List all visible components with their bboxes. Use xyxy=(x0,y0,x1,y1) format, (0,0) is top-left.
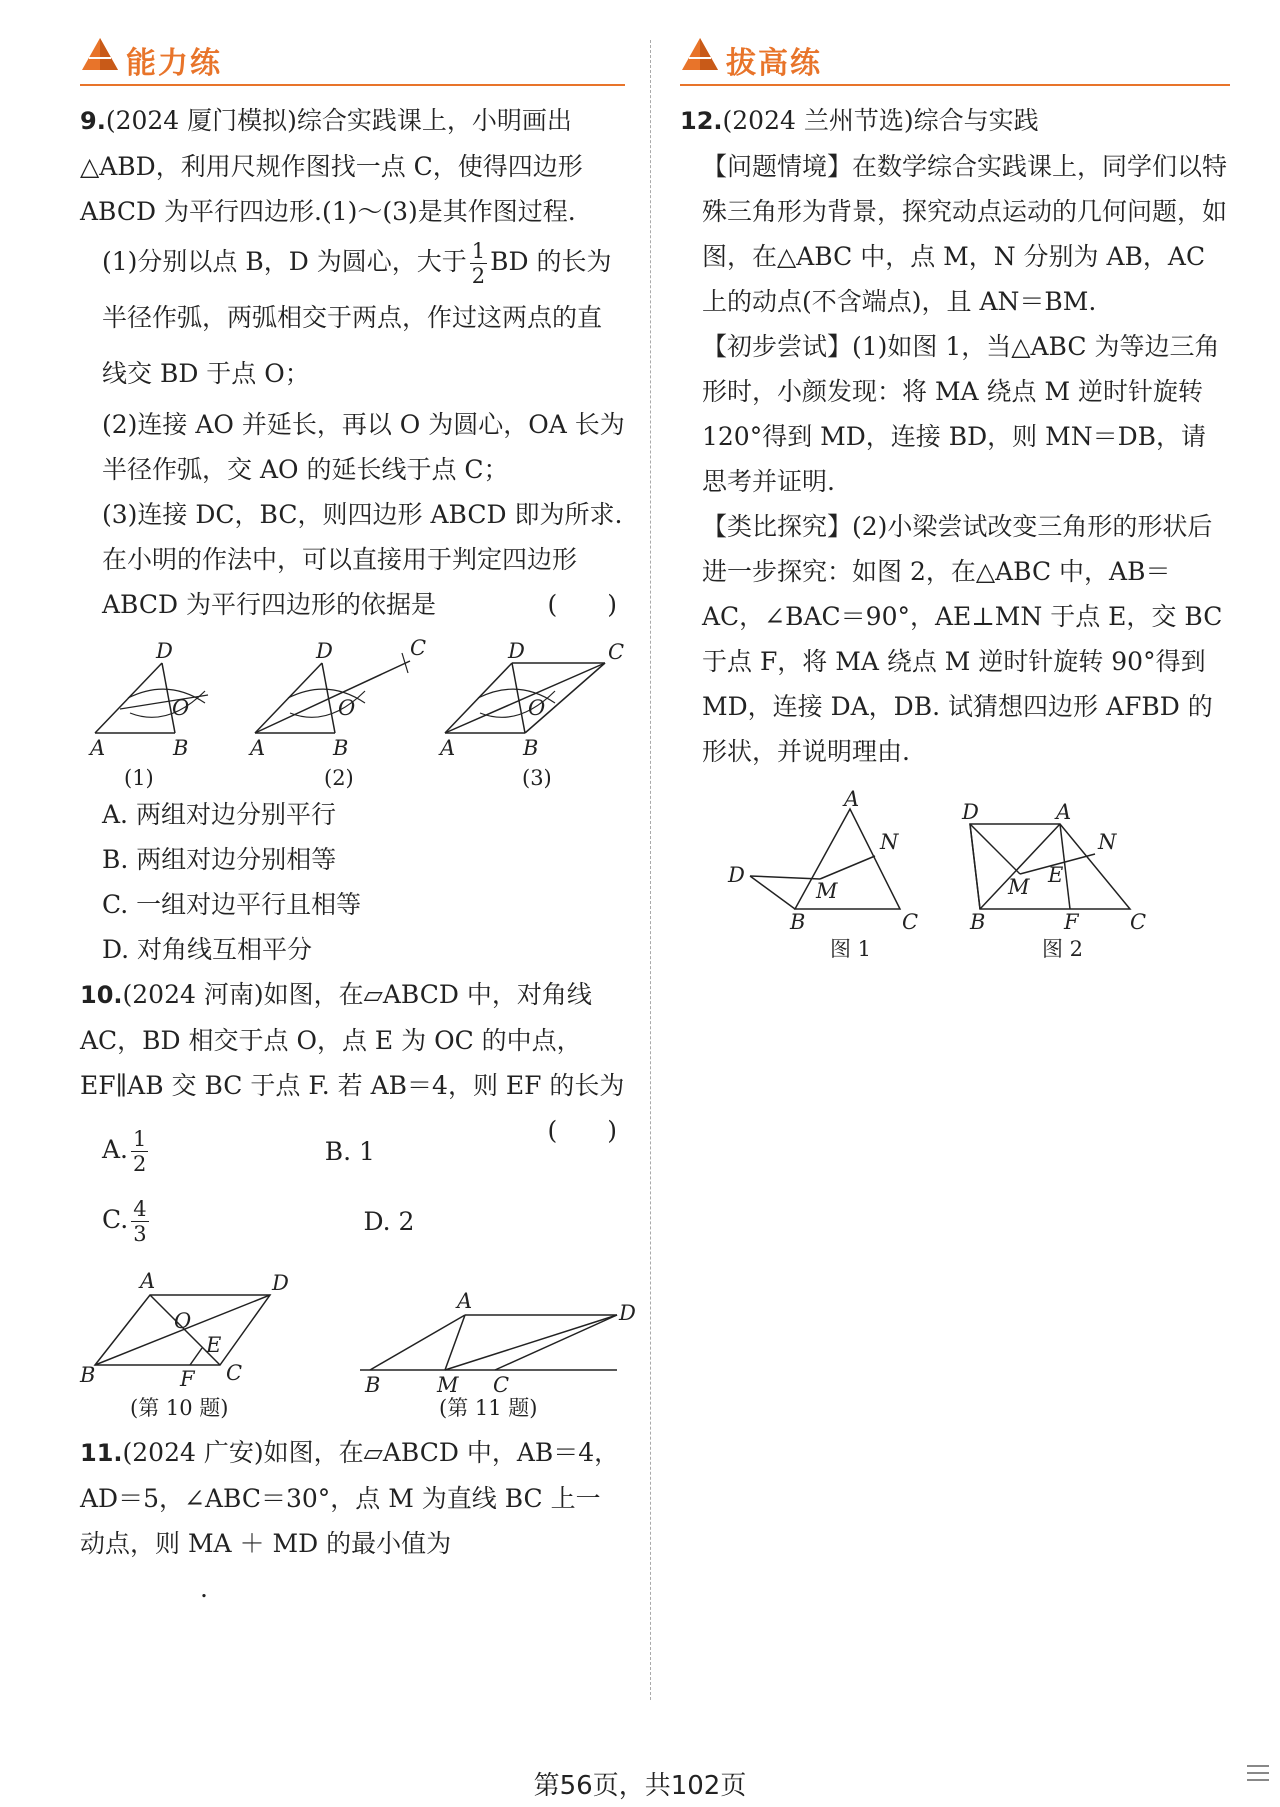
caption: (3) xyxy=(522,766,552,790)
choice-b: B. 两组对边分别相等 xyxy=(102,845,337,874)
svg-text:A: A xyxy=(140,1269,156,1293)
construction-figures xyxy=(80,636,625,790)
choice-d: D. 2 xyxy=(363,1206,415,1236)
svg-text:F: F xyxy=(1064,910,1079,934)
caption: (2) xyxy=(324,766,354,790)
caption: (第 10 题) xyxy=(130,1396,229,1420)
choice-b: B. 1 xyxy=(324,1136,375,1166)
page-indicator: 第56页，共102页 xyxy=(533,1771,747,1801)
figures-q12 xyxy=(720,787,1160,964)
choice-a: A. 两组对边分别平行 xyxy=(102,800,336,829)
choice-d: D. 对角线互相平分 xyxy=(102,935,313,964)
pyramid-icon xyxy=(680,36,720,74)
svg-text:D: D xyxy=(272,1271,289,1295)
analogy-tag: 【类比探究】 xyxy=(702,512,853,541)
figure-2 xyxy=(950,794,1160,964)
svg-text:D: D xyxy=(619,1301,636,1325)
question-text: 在小明的作法中，可以直接用于判定四边形 ABCD 为平行四边形的依据是 xyxy=(102,545,578,619)
question-10 xyxy=(80,972,636,1420)
svg-text:B: B xyxy=(365,1373,381,1397)
svg-text:D: D xyxy=(728,863,745,887)
caption: (1) xyxy=(124,766,154,790)
caption: 图 1 xyxy=(830,937,872,961)
try-text: (1)如图 1，当△ABC 为等边三角形时，小颜发现：将 MA 绕点 M 逆时针旋转 120°得到 MD，连接 BD，则 MN＝DB，请思考并证明. xyxy=(702,332,1220,496)
svg-text:M: M xyxy=(1008,875,1030,899)
step-2: (2)连接 AO 并延长，再以 O 为圆心，OA 长为半径作弧，交 AO 的延长线于点 C； xyxy=(102,410,625,484)
caption: (第 11 题) xyxy=(439,1396,538,1420)
question-number: 12. xyxy=(680,107,723,135)
question-number: 11. xyxy=(80,1439,123,1467)
svg-text:C: C xyxy=(226,1361,243,1385)
svg-text:E: E xyxy=(1048,863,1064,887)
question-stem: (2024 河南)如图，在▱ABCD 中，对角线 AC，BD 相交于点 O，点 E 为 OC 的中点，EF∥AB 交 BC 于点 F. 若 AB＝4，则 EF 的长为 xyxy=(80,980,625,1100)
svg-text:O: O xyxy=(174,1309,192,1333)
svg-text:B: B xyxy=(970,910,986,934)
svg-text:B: B xyxy=(80,1363,96,1387)
answer-bracket: ( ) xyxy=(547,1116,617,1145)
pyramid-icon xyxy=(80,36,120,74)
svg-text:N: N xyxy=(880,830,899,854)
figure-1 xyxy=(720,787,930,964)
svg-text:A: A xyxy=(250,736,266,760)
menu-icon[interactable] xyxy=(1245,1762,1271,1784)
figure-step-3 xyxy=(430,639,630,790)
svg-text:O: O xyxy=(172,696,190,720)
fraction: $\frac{1}{2}$ xyxy=(471,239,486,288)
choice-c: C. 一组对边平行且相等 xyxy=(102,890,362,919)
svg-text:M: M xyxy=(437,1373,459,1397)
figure-q10 xyxy=(80,1270,290,1420)
question-9 xyxy=(80,98,625,972)
try-tag: 【初步尝试】 xyxy=(702,332,853,361)
svg-text:C: C xyxy=(902,910,919,934)
choice-c: C. $\frac{4}{3}$ xyxy=(102,1196,147,1246)
svg-text:D: D xyxy=(316,639,333,663)
svg-text:D: D xyxy=(156,639,173,663)
svg-text:B: B xyxy=(173,736,189,760)
svg-text:O: O xyxy=(528,696,546,720)
svg-text:N: N xyxy=(1098,830,1117,854)
figure-step-2 xyxy=(240,636,430,790)
section-title: 能力练 xyxy=(126,46,222,81)
analogy-text: (2)小梁尝试改变三角形的形状后进一步探究：如图 2，在△ABC 中，AB＝AC，∠BAC＝90°，AE⊥MN 于点 E，交 BC 于点 F，将 MA 绕点 M 逆时针旋转 90°得到 MD，连接 DA，DB. 试猜想四边形 AFBD 的形状，并说明理由. xyxy=(702,512,1223,766)
question-12 xyxy=(680,98,1230,964)
section-header-advanced xyxy=(680,30,1230,86)
svg-text:A: A xyxy=(1056,800,1072,824)
svg-text:C: C xyxy=(410,636,427,660)
svg-text:B: B xyxy=(333,736,349,760)
svg-text:A: A xyxy=(457,1289,473,1313)
column-divider xyxy=(650,40,651,1700)
left-column xyxy=(80,30,636,1611)
step-1-a: (1)分别以点 B，D 为圆心，大于 xyxy=(102,247,467,276)
svg-text:A: A xyxy=(90,736,106,760)
step-1-b: BD 的长为半径作弧，两弧相交于两点，作过这两点的直线交 BD 于点 O； xyxy=(102,247,612,388)
svg-text:B: B xyxy=(523,736,539,760)
question-number: 9. xyxy=(80,107,106,135)
answer-bracket: ( ) xyxy=(547,590,617,619)
svg-text:E: E xyxy=(206,1333,222,1357)
svg-text:D: D xyxy=(962,800,979,824)
figure-step-1 xyxy=(80,639,240,790)
caption: 图 2 xyxy=(1042,937,1084,961)
answer-blank[interactable]: . xyxy=(200,1574,208,1603)
figures-10-11 xyxy=(80,1269,636,1420)
svg-text:C: C xyxy=(1130,910,1147,934)
choices-row-1 xyxy=(80,1116,547,1186)
section-header-ability xyxy=(80,30,625,86)
question-stem: (2024 厦门模拟)综合实践课上，小明画出△ABD，利用尺规作图找一点 C，使得四边形 ABCD 为平行四边形.(1)～(3)是其作图过程. xyxy=(80,106,583,226)
figure-q11 xyxy=(355,1270,636,1420)
svg-text:O: O xyxy=(338,696,356,720)
question-source: (2024 兰州节选)综合与实践 xyxy=(722,106,1039,135)
svg-text:C: C xyxy=(608,640,625,664)
svg-text:C: C xyxy=(493,1373,510,1397)
situation-tag: 【问题情境】 xyxy=(702,152,853,181)
svg-text:A: A xyxy=(844,787,860,811)
right-column xyxy=(680,30,1230,964)
situation-text: 在数学综合实践课上，同学们以特殊三角形为背景，探究动点运动的几何问题，如图，在△ABC 中，点 M，N 分别为 AB，AC 上的动点(不含端点)，且 AN＝BM. xyxy=(702,152,1228,316)
question-11 xyxy=(80,1430,625,1611)
svg-text:M: M xyxy=(816,879,838,903)
section-title: 拔高练 xyxy=(726,46,822,81)
svg-text:A: A xyxy=(440,736,456,760)
svg-text:B: B xyxy=(790,910,806,934)
step-3: (3)连接 DC，BC，则四边形 ABCD 即为所求. xyxy=(102,500,623,529)
choices-row-2 xyxy=(80,1186,625,1256)
svg-text:D: D xyxy=(508,639,525,663)
svg-text:F: F xyxy=(180,1367,195,1391)
choice-a: A. $\frac{1}{2}$ xyxy=(102,1126,147,1176)
question-number: 10. xyxy=(80,981,123,1009)
question-stem: (2024 广安)如图，在▱ABCD 中，AB＝4，AD＝5，∠ABC＝30°，点 M 为直线 BC 上一动点，则 MA ＋ MD 的最小值为 xyxy=(80,1438,620,1558)
